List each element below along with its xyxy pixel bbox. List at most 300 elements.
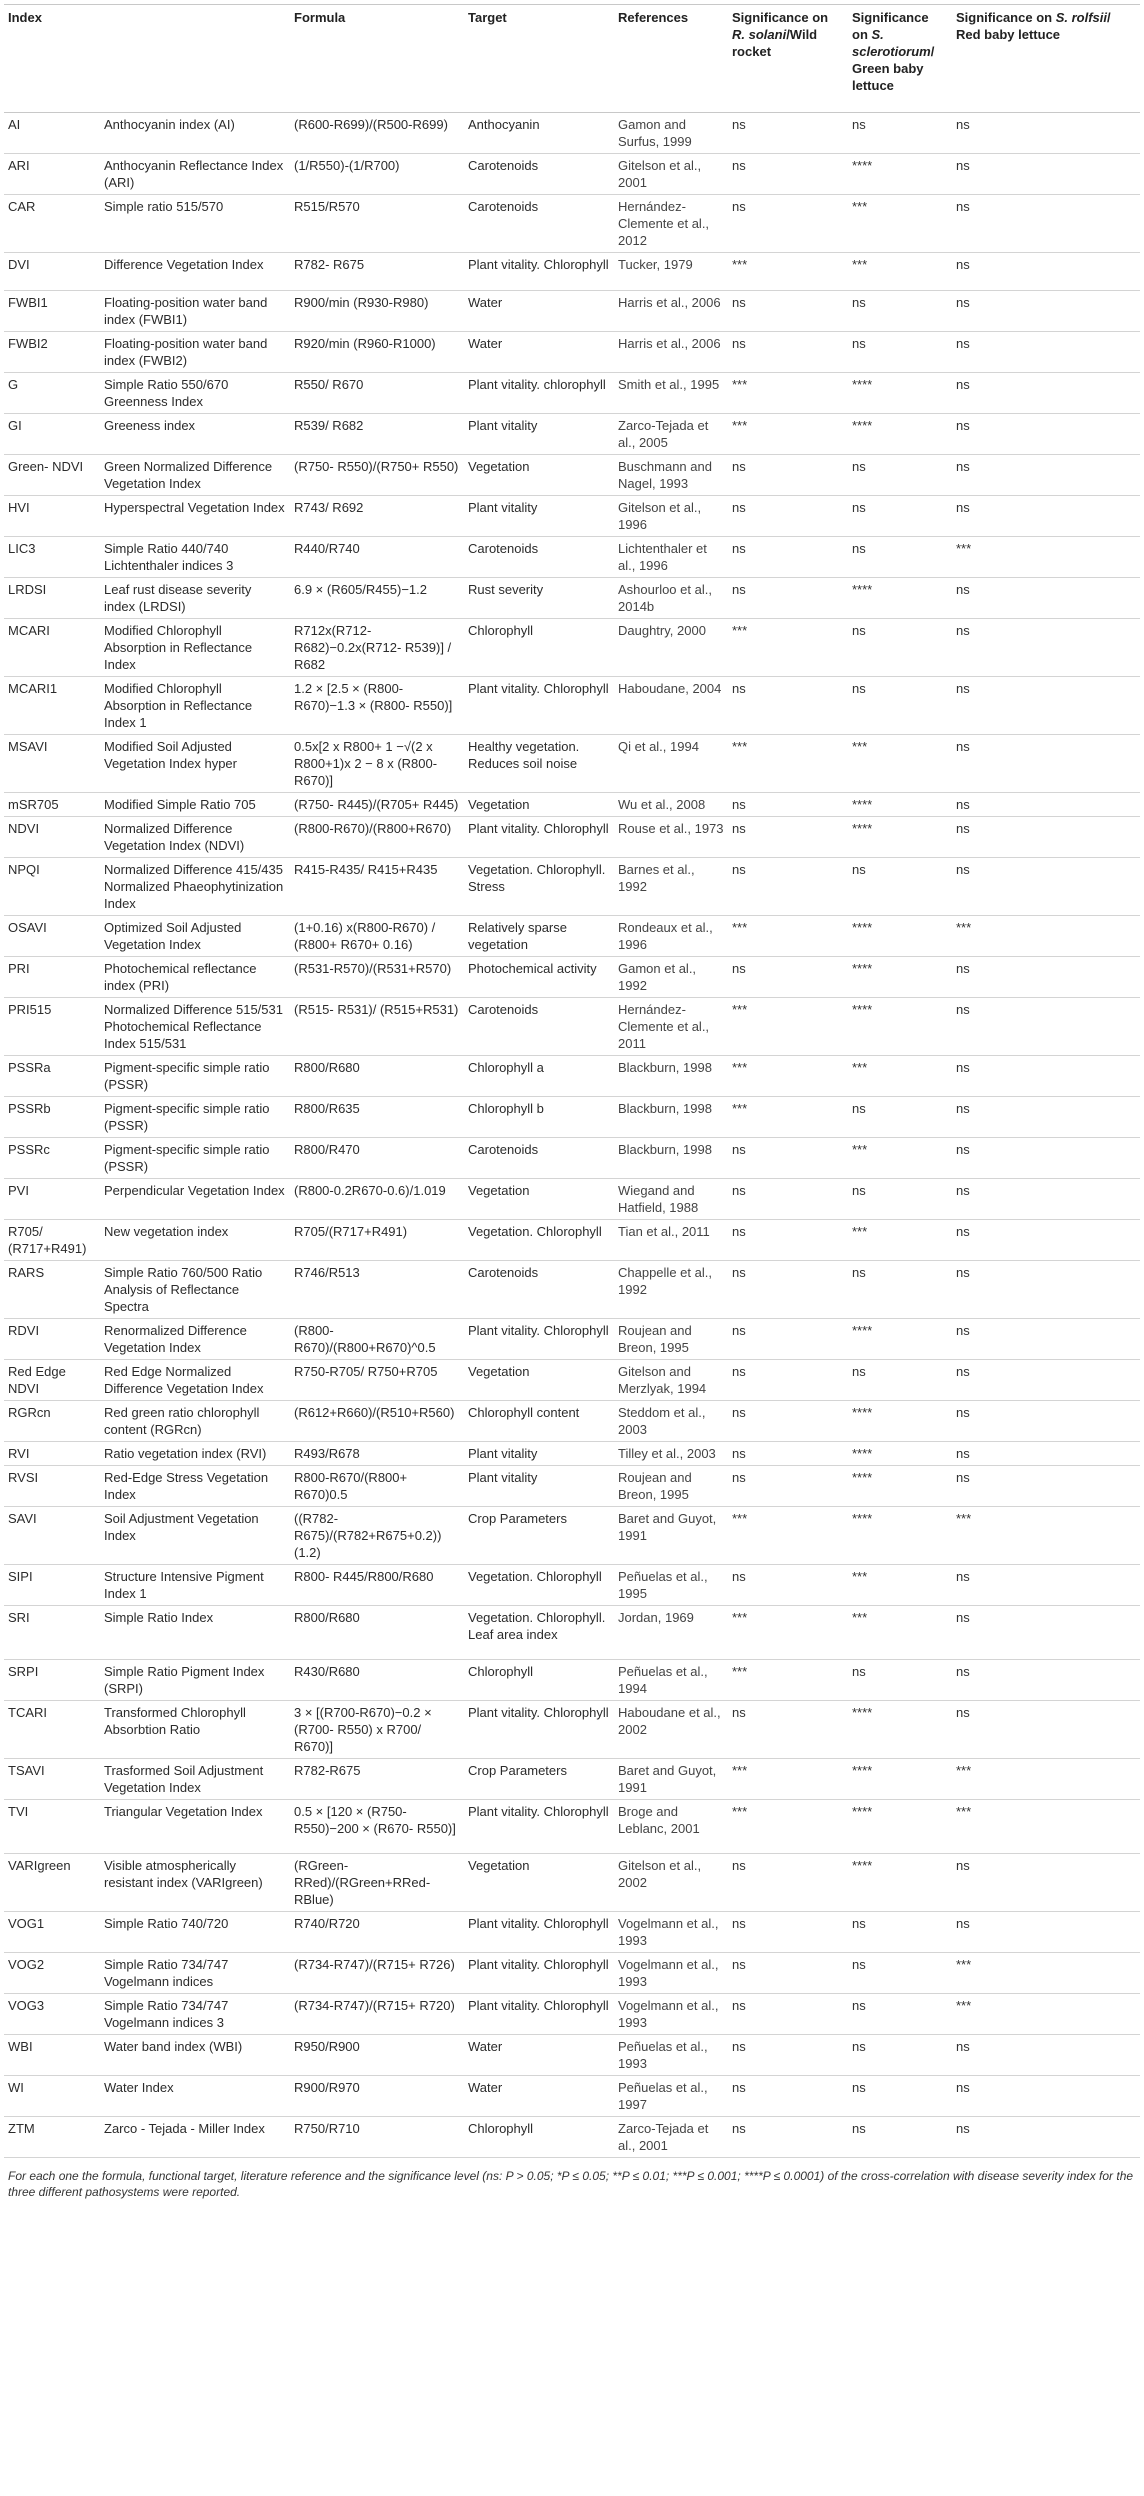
index-cell: TSAVI	[4, 1759, 100, 1800]
significance-wild-rocket-cell: ns	[728, 2117, 848, 2158]
target-cell: Vegetation	[464, 1179, 614, 1220]
target-cell: Rust severity	[464, 578, 614, 619]
table-row	[4, 113, 1140, 154]
table-row	[4, 2076, 1140, 2117]
target-cell: Vegetation	[464, 1854, 614, 1912]
formula-cell: R800/R680	[290, 1056, 464, 1097]
reference-cell: Wiegand and Hatfield, 1988	[614, 1179, 728, 1220]
formula-cell: (R531-R570)/(R531+R570)	[290, 957, 464, 998]
table-row	[4, 1466, 1140, 1507]
significance-red-lettuce-cell: ***	[952, 1953, 1140, 1994]
table-row	[4, 1701, 1140, 1759]
index-cell: RDVI	[4, 1319, 100, 1360]
significance-green-lettuce-cell: ns	[848, 858, 952, 916]
target-cell: Plant vitality. chlorophyll	[464, 373, 614, 414]
significance-green-lettuce-cell: ns	[848, 2035, 952, 2076]
significance-wild-rocket-cell: ns	[728, 1466, 848, 1507]
formula-cell: R493/R678	[290, 1442, 464, 1466]
table-row	[4, 1660, 1140, 1701]
index-name-cell: Hyperspectral Vegetation Index	[100, 496, 290, 537]
index-name-cell: Pigment-specific simple ratio (PSSR)	[100, 1056, 290, 1097]
target-cell: Vegetation. Chlorophyll	[464, 1220, 614, 1261]
formula-cell: (R734-R747)/(R715+ R720)	[290, 1994, 464, 2035]
significance-green-lettuce-cell: ****	[848, 1854, 952, 1912]
index-cell: GI	[4, 414, 100, 455]
index-cell: PSSRc	[4, 1138, 100, 1179]
significance-green-lettuce-cell: ns	[848, 455, 952, 496]
significance-wild-rocket-cell: ns	[728, 332, 848, 373]
significance-green-lettuce-cell: ***	[848, 1606, 952, 1660]
significance-red-lettuce-cell: ns	[952, 1319, 1140, 1360]
reference-cell: Gitelson et al., 1996	[614, 496, 728, 537]
reference-cell: Hernández-Clemente et al., 2011	[614, 998, 728, 1056]
significance-green-lettuce-cell: ns	[848, 113, 952, 154]
formula-cell: R800/R470	[290, 1138, 464, 1179]
table-body	[4, 113, 1140, 2158]
reference-cell: Gitelson et al., 2002	[614, 1854, 728, 1912]
significance-red-lettuce-cell: ns	[952, 858, 1140, 916]
reference-cell: Vogelmann et al., 1993	[614, 1912, 728, 1953]
significance-wild-rocket-cell: ns	[728, 537, 848, 578]
significance-green-lettuce-cell: ****	[848, 414, 952, 455]
significance-wild-rocket-cell: ns	[728, 1701, 848, 1759]
index-name-cell: Pigment-specific simple ratio (PSSR)	[100, 1097, 290, 1138]
significance-green-lettuce-cell: ****	[848, 154, 952, 195]
index-name-cell: Normalized Difference 515/531 Photochemical Reflectance Index 515/531	[100, 998, 290, 1056]
significance-wild-rocket-cell: ***	[728, 373, 848, 414]
significance-wild-rocket-cell: ns	[728, 1220, 848, 1261]
significance-red-lettuce-cell: ns	[952, 414, 1140, 455]
target-cell: Chlorophyll b	[464, 1097, 614, 1138]
reference-cell: Peñuelas et al., 1997	[614, 2076, 728, 2117]
significance-red-lettuce-cell: ns	[952, 619, 1140, 677]
index-name-cell: Leaf rust disease severity index (LRDSI)	[100, 578, 290, 619]
table-row	[4, 332, 1140, 373]
table-row	[4, 1097, 1140, 1138]
significance-green-lettuce-cell: ****	[848, 1759, 952, 1800]
table-row	[4, 1606, 1140, 1660]
reference-cell: Roujean and Breon, 1995	[614, 1466, 728, 1507]
index-cell: CAR	[4, 195, 100, 253]
formula-cell: (R800- R670)/(R800+R670)^0.5	[290, 1319, 464, 1360]
reference-cell: Baret and Guyot, 1991	[614, 1759, 728, 1800]
significance-wild-rocket-cell: ***	[728, 619, 848, 677]
reference-cell: Daughtry, 2000	[614, 619, 728, 677]
significance-wild-rocket-cell: ns	[728, 1854, 848, 1912]
index-cell: PSSRb	[4, 1097, 100, 1138]
reference-cell: Buschmann and Nagel, 1993	[614, 455, 728, 496]
reference-cell: Harris et al., 2006	[614, 291, 728, 332]
index-name-cell: Normalized Difference Vegetation Index (NDVI)	[100, 817, 290, 858]
significance-green-lettuce-cell: ****	[848, 1442, 952, 1466]
index-cell: LIC3	[4, 537, 100, 578]
index-name-cell: Pigment-specific simple ratio (PSSR)	[100, 1138, 290, 1179]
significance-wild-rocket-cell: ns	[728, 677, 848, 735]
index-name-cell: Optimized Soil Adjusted Vegetation Index	[100, 916, 290, 957]
table-row	[4, 154, 1140, 195]
significance-green-lettuce-cell: ns	[848, 2117, 952, 2158]
significance-red-lettuce-cell: ns	[952, 113, 1140, 154]
target-cell: Water	[464, 2076, 614, 2117]
index-cell: RARS	[4, 1261, 100, 1319]
target-cell: Plant vitality	[464, 414, 614, 455]
significance-wild-rocket-cell: ns	[728, 1912, 848, 1953]
header-significance-red-lettuce: Significance on S. rolfsii/ Red baby lettuce	[952, 5, 1140, 113]
significance-red-lettuce-cell: ns	[952, 1660, 1140, 1701]
reference-cell: Peñuelas et al., 1993	[614, 2035, 728, 2076]
index-name-cell: Simple Ratio 440/740 Lichtenthaler indices 3	[100, 537, 290, 578]
formula-cell: 1.2 × [2.5 × (R800- R670)−1.3 × (R800- R550)]	[290, 677, 464, 735]
index-name-cell: Modified Chlorophyll Absorption in Reflectance Index	[100, 619, 290, 677]
table-row	[4, 1759, 1140, 1800]
index-name-cell: Simple Ratio 734/747 Vogelmann indices 3	[100, 1994, 290, 2035]
table-row	[4, 414, 1140, 455]
index-name-cell: Water Index	[100, 2076, 290, 2117]
formula-cell: (RGreen- RRed)/(RGreen+RRed-RBlue)	[290, 1854, 464, 1912]
reference-cell: Blackburn, 1998	[614, 1097, 728, 1138]
significance-green-lettuce-cell: ns	[848, 1912, 952, 1953]
index-cell: LRDSI	[4, 578, 100, 619]
significance-wild-rocket-cell: ***	[728, 916, 848, 957]
index-cell: mSR705	[4, 793, 100, 817]
significance-green-lettuce-cell: ****	[848, 916, 952, 957]
table-row	[4, 455, 1140, 496]
reference-cell: Gamon et al., 1992	[614, 957, 728, 998]
significance-red-lettuce-cell: ns	[952, 1606, 1140, 1660]
table-row	[4, 998, 1140, 1056]
significance-wild-rocket-cell: ns	[728, 957, 848, 998]
index-cell: Green- NDVI	[4, 455, 100, 496]
significance-wild-rocket-cell: ns	[728, 578, 848, 619]
index-name-cell: Trasformed Soil Adjustment Vegetation Index	[100, 1759, 290, 1800]
index-name-cell: Visible atmospherically resistant index (VARIgreen)	[100, 1854, 290, 1912]
significance-green-lettuce-cell: ***	[848, 735, 952, 793]
significance-green-lettuce-cell: ***	[848, 1220, 952, 1261]
index-name-cell: Simple Ratio 734/747 Vogelmann indices	[100, 1953, 290, 1994]
target-cell: Healthy vegetation. Reduces soil noise	[464, 735, 614, 793]
significance-wild-rocket-cell: ns	[728, 2035, 848, 2076]
significance-red-lettuce-cell: ns	[952, 455, 1140, 496]
target-cell: Water	[464, 332, 614, 373]
significance-red-lettuce-cell: ns	[952, 793, 1140, 817]
table-row	[4, 677, 1140, 735]
significance-green-lettuce-cell: ****	[848, 1507, 952, 1565]
table-row	[4, 1138, 1140, 1179]
formula-cell: R430/R680	[290, 1660, 464, 1701]
table-row	[4, 957, 1140, 998]
target-cell: Plant vitality	[464, 1466, 614, 1507]
reference-cell: Roujean and Breon, 1995	[614, 1319, 728, 1360]
table-footnote: For each one the formula, functional target, literature reference and the significance level (ns: P > 0.05; *P ≤ 0.05; **P ≤ 0.01; ***P ≤ 0.001; ****P ≤ 0.0001) of the cross-correlation with disease severity index for the three different pathosystems were reported.	[8, 2169, 1134, 2199]
significance-green-lettuce-cell: ****	[848, 957, 952, 998]
reference-cell: Ashourloo et al., 2014b	[614, 578, 728, 619]
significance-wild-rocket-cell: ns	[728, 1442, 848, 1466]
table-row	[4, 291, 1140, 332]
formula-cell: R440/R740	[290, 537, 464, 578]
table-row	[4, 1912, 1140, 1953]
significance-green-lettuce-cell: ****	[848, 817, 952, 858]
target-cell: Plant vitality. Chlorophyll	[464, 1800, 614, 1854]
significance-wild-rocket-cell: ns	[728, 1319, 848, 1360]
significance-wild-rocket-cell: ***	[728, 1097, 848, 1138]
index-cell: TCARI	[4, 1701, 100, 1759]
target-cell: Plant vitality	[464, 496, 614, 537]
significance-red-lettuce-cell: ***	[952, 1759, 1140, 1800]
target-cell: Carotenoids	[464, 195, 614, 253]
target-cell: Chlorophyll a	[464, 1056, 614, 1097]
significance-red-lettuce-cell: ns	[952, 1261, 1140, 1319]
reference-cell: Steddom et al., 2003	[614, 1401, 728, 1442]
significance-wild-rocket-cell: ns	[728, 1261, 848, 1319]
significance-wild-rocket-cell: ***	[728, 1056, 848, 1097]
reference-cell: Baret and Guyot, 1991	[614, 1507, 728, 1565]
formula-cell: R750/R710	[290, 2117, 464, 2158]
significance-green-lettuce-cell: ns	[848, 2076, 952, 2117]
table-row	[4, 373, 1140, 414]
reference-cell: Broge and Leblanc, 2001	[614, 1800, 728, 1854]
significance-green-lettuce-cell: ****	[848, 1401, 952, 1442]
target-cell: Plant vitality. Chlorophyll	[464, 253, 614, 291]
table-row	[4, 1442, 1140, 1466]
index-name-cell: Transformed Chlorophyll Absorbtion Ratio	[100, 1701, 290, 1759]
significance-wild-rocket-cell: ns	[728, 817, 848, 858]
significance-red-lettuce-cell: ns	[952, 1179, 1140, 1220]
significance-wild-rocket-cell: ns	[728, 195, 848, 253]
table-row	[4, 1056, 1140, 1097]
significance-green-lettuce-cell: ns	[848, 619, 952, 677]
index-name-cell: Simple Ratio 760/500 Ratio Analysis of Reflectance Spectra	[100, 1261, 290, 1319]
index-cell: RVSI	[4, 1466, 100, 1507]
reference-cell: Vogelmann et al., 1993	[614, 1953, 728, 1994]
significance-wild-rocket-cell: ***	[728, 735, 848, 793]
formula-cell: R539/ R682	[290, 414, 464, 455]
formula-cell: R950/R900	[290, 2035, 464, 2076]
significance-red-lettuce-cell: ns	[952, 2076, 1140, 2117]
target-cell: Vegetation. Chlorophyll. Leaf area index	[464, 1606, 614, 1660]
reference-cell: Gamon and Surfus, 1999	[614, 113, 728, 154]
significance-red-lettuce-cell: ***	[952, 537, 1140, 578]
formula-cell: ((R782- R675)/(R782+R675+0.2)) (1.2)	[290, 1507, 464, 1565]
significance-red-lettuce-cell: ns	[952, 496, 1140, 537]
table-row	[4, 1319, 1140, 1360]
index-cell: MCARI	[4, 619, 100, 677]
formula-cell: (1/R550)-(1/R700)	[290, 154, 464, 195]
significance-wild-rocket-cell: ***	[728, 1800, 848, 1854]
target-cell: Carotenoids	[464, 998, 614, 1056]
index-name-cell: Photochemical reflectance index (PRI)	[100, 957, 290, 998]
reference-cell: Jordan, 1969	[614, 1606, 728, 1660]
index-name-cell: Anthocyanin Reflectance Index (ARI)	[100, 154, 290, 195]
header-significance-wild-rocket: Significance on R. solani/Wild rocket	[728, 5, 848, 113]
significance-red-lettuce-cell: ns	[952, 1701, 1140, 1759]
index-name-cell: Simple Ratio Pigment Index (SRPI)	[100, 1660, 290, 1701]
significance-red-lettuce-cell: ns	[952, 1854, 1140, 1912]
significance-wild-rocket-cell: ns	[728, 1994, 848, 2035]
formula-cell: (R612+R660)/(R510+R560)	[290, 1401, 464, 1442]
header-references: References	[614, 5, 728, 113]
significance-wild-rocket-cell: ns	[728, 793, 848, 817]
table-row	[4, 735, 1140, 793]
table-row	[4, 1507, 1140, 1565]
significance-red-lettuce-cell: ns	[952, 957, 1140, 998]
significance-wild-rocket-cell: ***	[728, 1606, 848, 1660]
significance-green-lettuce-cell: ***	[848, 1056, 952, 1097]
significance-green-lettuce-cell: ns	[848, 1994, 952, 2035]
table-row	[4, 1220, 1140, 1261]
index-name-cell: Simple Ratio Index	[100, 1606, 290, 1660]
significance-red-lettuce-cell: ns	[952, 291, 1140, 332]
table-row	[4, 2035, 1140, 2076]
target-cell: Plant vitality. Chlorophyll	[464, 677, 614, 735]
table-row	[4, 537, 1140, 578]
target-cell: Plant vitality	[464, 1442, 614, 1466]
target-cell: Crop Parameters	[464, 1507, 614, 1565]
vegetation-index-table	[4, 4, 1140, 2158]
formula-cell: R515/R570	[290, 195, 464, 253]
index-cell: WBI	[4, 2035, 100, 2076]
significance-red-lettuce-cell: ns	[952, 1912, 1140, 1953]
index-cell: WI	[4, 2076, 100, 2117]
significance-red-lettuce-cell: ns	[952, 373, 1140, 414]
reference-cell: Blackburn, 1998	[614, 1056, 728, 1097]
formula-cell: 3 × [(R700-R670)−0.2 × (R700- R550) x R700/ R670)]	[290, 1701, 464, 1759]
significance-red-lettuce-cell: ns	[952, 998, 1140, 1056]
significance-wild-rocket-cell: ns	[728, 291, 848, 332]
table-row	[4, 916, 1140, 957]
formula-cell: R750-R705/ R750+R705	[290, 1360, 464, 1401]
significance-red-lettuce-cell: ns	[952, 1220, 1140, 1261]
table-row	[4, 619, 1140, 677]
significance-green-lettuce-cell: ***	[848, 195, 952, 253]
formula-cell: R740/R720	[290, 1912, 464, 1953]
formula-cell: R800- R445/R800/R680	[290, 1565, 464, 1606]
significance-wild-rocket-cell: ***	[728, 414, 848, 455]
table-row	[4, 1401, 1140, 1442]
significance-red-lettuce-cell: ns	[952, 1565, 1140, 1606]
index-cell: VARIgreen	[4, 1854, 100, 1912]
formula-cell: R920/min (R960-R1000)	[290, 332, 464, 373]
table-row	[4, 1994, 1140, 2035]
table-row	[4, 1565, 1140, 1606]
significance-green-lettuce-cell: ****	[848, 1800, 952, 1854]
significance-red-lettuce-cell: ***	[952, 1994, 1140, 2035]
target-cell: Vegetation. Chlorophyll	[464, 1565, 614, 1606]
index-cell: RVI	[4, 1442, 100, 1466]
index-name-cell: Green Normalized Difference Vegetation Index	[100, 455, 290, 496]
reference-cell: Barnes et al., 1992	[614, 858, 728, 916]
reference-cell: Rouse et al., 1973	[614, 817, 728, 858]
significance-wild-rocket-cell: ***	[728, 1660, 848, 1701]
significance-red-lettuce-cell: ns	[952, 1360, 1140, 1401]
significance-red-lettuce-cell: ***	[952, 916, 1140, 957]
target-cell: Crop Parameters	[464, 1759, 614, 1800]
table-row	[4, 195, 1140, 253]
significance-green-lettuce-cell: ns	[848, 1360, 952, 1401]
index-cell: SRI	[4, 1606, 100, 1660]
significance-green-lettuce-cell: ****	[848, 578, 952, 619]
reference-cell: Tian et al., 2011	[614, 1220, 728, 1261]
significance-wild-rocket-cell: ns	[728, 1138, 848, 1179]
reference-cell: Zarco-Tejada et al., 2005	[614, 414, 728, 455]
formula-cell: (R800-R670)/(R800+R670)	[290, 817, 464, 858]
formula-cell: 6.9 × (R605/R455)−1.2	[290, 578, 464, 619]
table-row	[4, 817, 1140, 858]
header-index: Index	[4, 5, 290, 113]
target-cell: Plant vitality. Chlorophyll	[464, 1701, 614, 1759]
table-row	[4, 1953, 1140, 1994]
target-cell: Chlorophyll content	[464, 1401, 614, 1442]
significance-wild-rocket-cell: ns	[728, 113, 848, 154]
formula-cell: (R750- R550)/(R750+ R550)	[290, 455, 464, 496]
significance-red-lettuce-cell: ***	[952, 1507, 1140, 1565]
formula-cell: (R800-0.2R670-0.6)/1.019	[290, 1179, 464, 1220]
index-cell: MSAVI	[4, 735, 100, 793]
target-cell: Water	[464, 291, 614, 332]
target-cell: Plant vitality. Chlorophyll	[464, 1994, 614, 2035]
significance-red-lettuce-cell: ns	[952, 735, 1140, 793]
target-cell: Vegetation	[464, 793, 614, 817]
significance-wild-rocket-cell: ns	[728, 1953, 848, 1994]
index-cell: VOG3	[4, 1994, 100, 2035]
index-cell: RGRcn	[4, 1401, 100, 1442]
index-name-cell: Structure Intensive Pigment Index 1	[100, 1565, 290, 1606]
significance-green-lettuce-cell: ****	[848, 793, 952, 817]
significance-wild-rocket-cell: ns	[728, 1401, 848, 1442]
significance-wild-rocket-cell: ns	[728, 1565, 848, 1606]
significance-wild-rocket-cell: ns	[728, 858, 848, 916]
significance-wild-rocket-cell: ns	[728, 1179, 848, 1220]
target-cell: Carotenoids	[464, 537, 614, 578]
reference-cell: Gitelson and Merzlyak, 1994	[614, 1360, 728, 1401]
target-cell: Chlorophyll	[464, 619, 614, 677]
formula-cell: R900/R970	[290, 2076, 464, 2117]
index-name-cell: Modified Soil Adjusted Vegetation Index hyper	[100, 735, 290, 793]
significance-red-lettuce-cell: ns	[952, 578, 1140, 619]
index-name-cell: Renormalized Difference Vegetation Index	[100, 1319, 290, 1360]
reference-cell: Tilley et al., 2003	[614, 1442, 728, 1466]
reference-cell: Tucker, 1979	[614, 253, 728, 291]
table-header-row	[4, 5, 1140, 113]
reference-cell: Zarco-Tejada et al., 2001	[614, 2117, 728, 2158]
reference-cell: Harris et al., 2006	[614, 332, 728, 373]
table-row	[4, 578, 1140, 619]
header-formula: Formula	[290, 5, 464, 113]
significance-green-lettuce-cell: ns	[848, 496, 952, 537]
target-cell: Carotenoids	[464, 1261, 614, 1319]
formula-cell: R705/(R717+R491)	[290, 1220, 464, 1261]
index-name-cell: New vegetation index	[100, 1220, 290, 1261]
table-row	[4, 496, 1140, 537]
target-cell: Carotenoids	[464, 1138, 614, 1179]
reference-cell: Gitelson et al., 2001	[614, 154, 728, 195]
index-cell: FWBI1	[4, 291, 100, 332]
target-cell: Vegetation	[464, 455, 614, 496]
significance-red-lettuce-cell: ns	[952, 1401, 1140, 1442]
index-cell: Red Edge NDVI	[4, 1360, 100, 1401]
significance-red-lettuce-cell: ns	[952, 1097, 1140, 1138]
significance-wild-rocket-cell: ns	[728, 455, 848, 496]
target-cell: Vegetation. Chlorophyll. Stress	[464, 858, 614, 916]
significance-green-lettuce-cell: ns	[848, 1660, 952, 1701]
target-cell: Chlorophyll	[464, 1660, 614, 1701]
reference-cell: Vogelmann et al., 1993	[614, 1994, 728, 2035]
formula-cell: R800/R635	[290, 1097, 464, 1138]
significance-red-lettuce-cell: ns	[952, 1138, 1140, 1179]
significance-green-lettuce-cell: ns	[848, 677, 952, 735]
index-name-cell: Simple ratio 515/570	[100, 195, 290, 253]
reference-cell: Rondeaux et al., 1996	[614, 916, 728, 957]
reference-cell: Lichtenthaler et al., 1996	[614, 537, 728, 578]
